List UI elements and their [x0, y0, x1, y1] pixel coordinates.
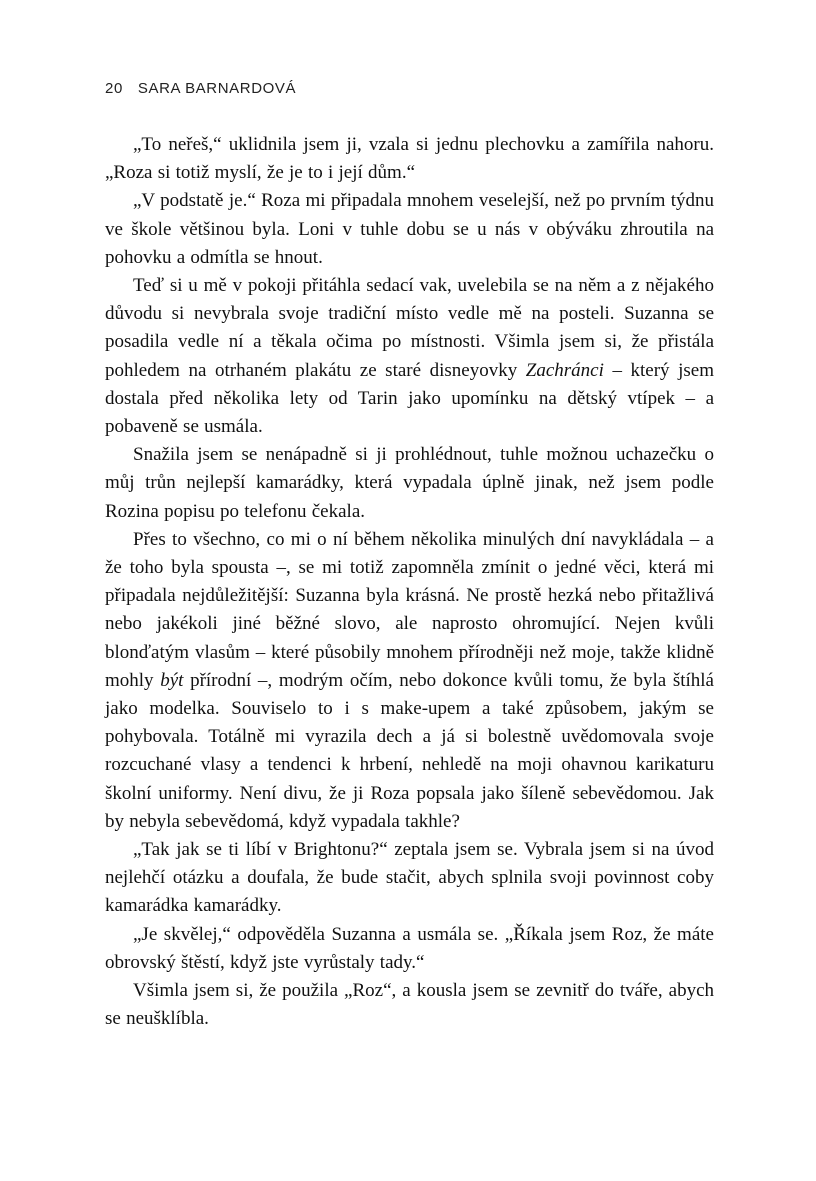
text-segment: – který jsem dostala před několika lety od Tarin jako upomínku na dětský vtípek – a pobaveně se usmála.	[105, 359, 714, 438]
text-segment: Přes to všechno, co mi o ní během několika minulých dní navykládala – a že toho byla spousta –, se mi totiž zapomněla zmínit o jedné věci, která mi připadala nejdůležitější: Suzanna byla krásná. Ne prostě hezká nebo přitažlivá nebo jakékoli jiné běžné slovo, ale naprosto ohromující. Nejen kvůli blonďatým vlasům – které působily mnohem přírodněji než moje, takže klidně mohly	[105, 528, 714, 691]
page-number: 20	[105, 80, 123, 97]
text-segment: „V podstatě je.“ Roza mi připadala mnohem veselejší, než po prvním týdnu ve škole většinou byla. Loni v tuhle dobu se u nás v obýváku zhroutila na pohovku a odmítla se hnout.	[105, 190, 714, 268]
text-segment: „Je skvělej,“ odpověděla Suzanna a usmála se. „Říkala jsem Roz, že máte obrovský štěstí, když jste vyrůstaly tady.“	[105, 923, 714, 973]
paragraph	[105, 272, 714, 441]
paragraph	[105, 977, 714, 1033]
paragraph	[105, 441, 714, 526]
author-name: SARA BARNARDOVÁ	[137, 80, 297, 97]
paragraph	[105, 921, 714, 977]
paragraph	[105, 187, 714, 272]
text-segment: „To neřeš,“ uklidnila jsem ji, vzala si jednu plechovku a zamířila nahoru. „Roza si totiž myslí, že je to i její dům.“	[105, 134, 714, 184]
text-segment: Teď si u mě v pokoji přitáhla sedací vak, uvelebila se na něm a z nějakého důvodu si nevybrala svoje tradiční místo vedle mě na posteli. Suzanna se posadila vedle ní a těkala očima po místnosti. Všimla jsem si, že přistála pohledem na otrhaném plakátu ze staré disneyovky	[105, 275, 714, 381]
text-segment: Snažila jsem se nenápadně si ji prohlédnout, tuhle možnou uchazečku o můj trůn nejlepší kamarádky, která vypadala úplně jinak, než jsem podle Rozina popisu po telefonu čekala.	[105, 444, 714, 522]
italic-text-segment: Zachránci	[525, 359, 604, 381]
paragraph	[105, 131, 714, 187]
text-block	[105, 131, 714, 1034]
text-segment: Všimla jsem si, že použila „Roz“, a kousla jsem se zevnitř do tváře, abych se neušklíbla.	[105, 980, 714, 1030]
paragraph	[105, 526, 714, 836]
text-segment: přírodní –, modrým očím, nebo dokonce kvůli tomu, že byla štíhlá jako modelka. Souviselo to i s make-upem a také způsobem, jakým se pohybovala. Totálně mi vyrazila dech a já si bolestně uvědomovala svoje rozcuchané vlasy a tendenci k hrbení, nehledě na moji ohavnou karikaturu školní uniformy. Není divu, že ji Roza popsala jako šíleně sebevědomou. Jak by nebyla sebevědomá, když vypadala takhle?	[105, 669, 714, 832]
page-header	[105, 80, 714, 97]
paragraph	[105, 836, 714, 921]
text-segment: „Tak jak se ti líbí v Brightonu?“ zeptala jsem se. Vybrala jsem si na úvod nejlehčí otázku a doufala, že bude stačit, abych splnila svoji povinnost coby kamarádka kamarádky.	[105, 839, 714, 917]
italic-text-segment: být	[160, 669, 184, 691]
